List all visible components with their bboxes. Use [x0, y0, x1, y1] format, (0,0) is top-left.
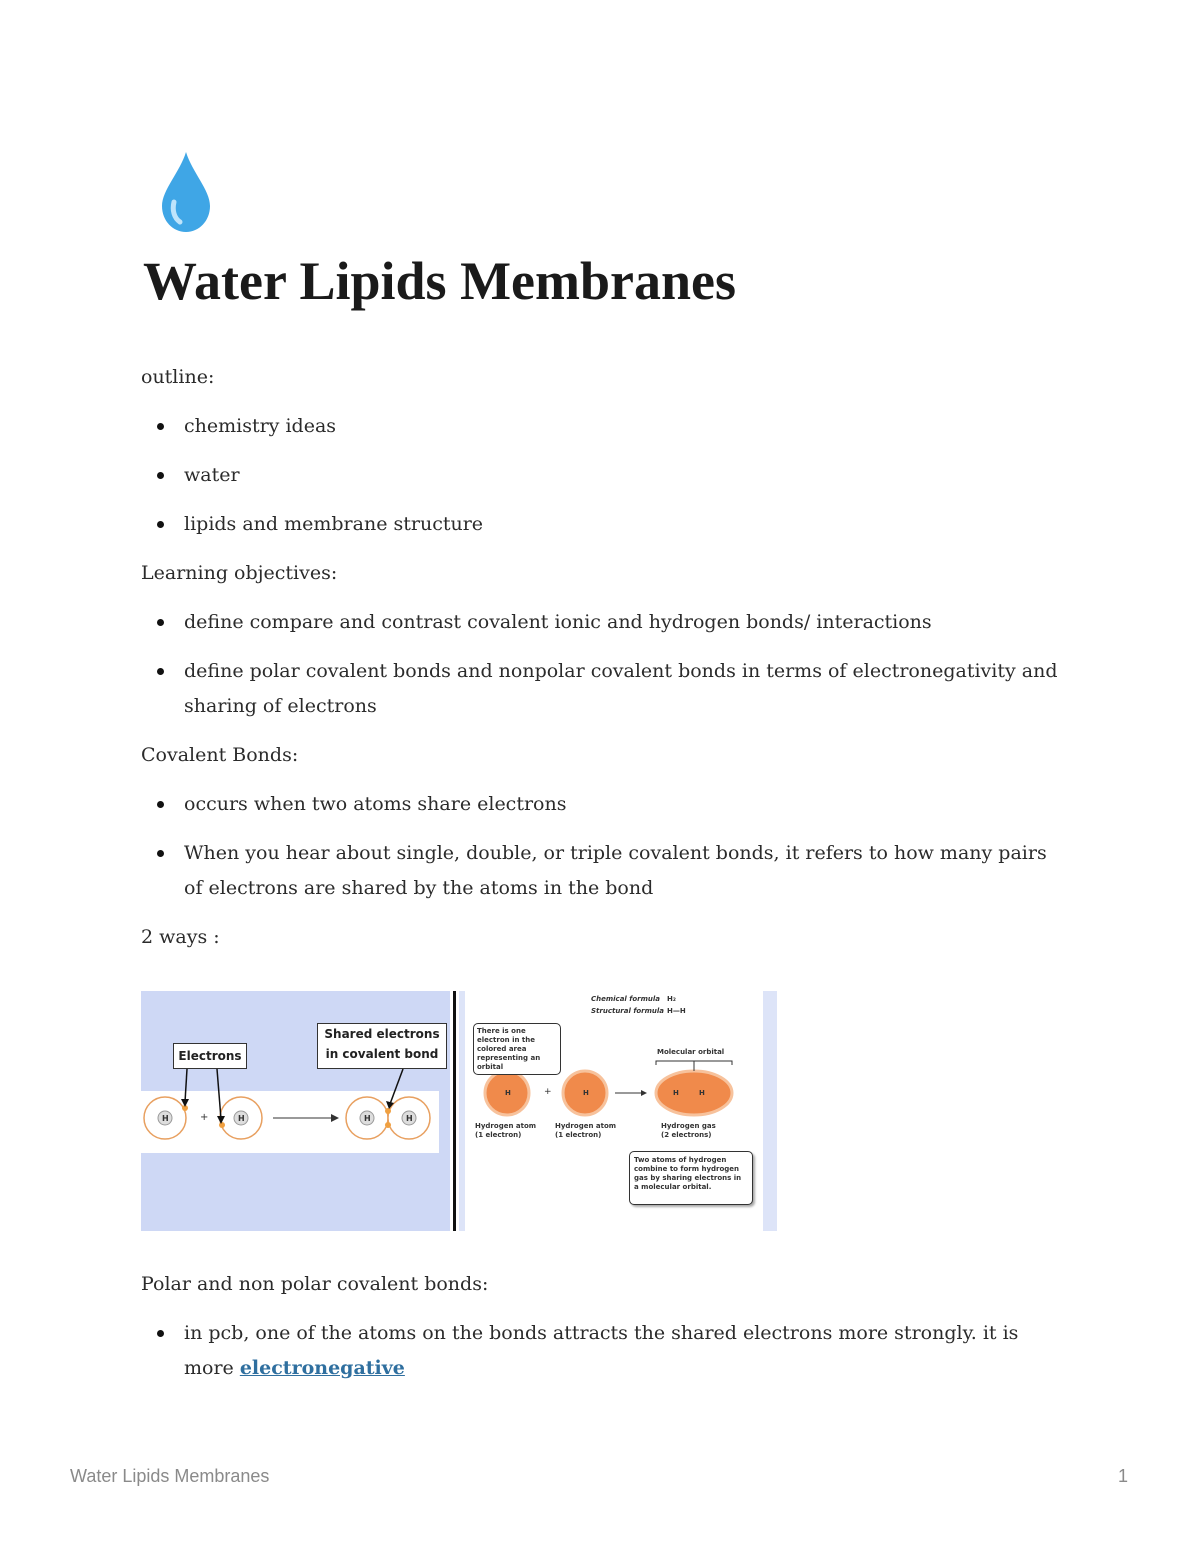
figure-divider	[453, 991, 456, 1231]
chemical-formula-label: Chemical formula	[591, 995, 660, 1003]
electrons-label: Electrons	[173, 1043, 247, 1069]
list-item: occurs when two atoms share electrons	[141, 787, 1061, 822]
electronegative-link[interactable]: electronegative	[239, 1357, 405, 1379]
atom-label: H	[238, 1114, 245, 1123]
gas-caption: (2 electrons)	[661, 1131, 712, 1139]
list-item: in pcb, one of the atoms on the bonds attracts the shared electrons more strongly. it is more electronegative	[141, 1316, 1061, 1386]
atom-caption: (1 electron)	[555, 1131, 602, 1139]
covalent-list	[141, 787, 1061, 906]
atom-label: H	[162, 1114, 169, 1123]
list-item: lipids and membrane structure	[141, 507, 1061, 542]
bullet-icon	[157, 472, 164, 479]
outline-heading: outline:	[141, 366, 215, 388]
list-item: water	[141, 458, 1061, 493]
polar-list	[141, 1316, 1061, 1386]
figure-left-panel	[141, 991, 450, 1231]
objectives-heading: Learning objectives:	[141, 562, 338, 584]
atom-label: H	[699, 1089, 705, 1097]
figure-right-panel	[459, 991, 777, 1231]
list-item: chemistry ideas	[141, 409, 1061, 444]
atom-label: H	[364, 1114, 371, 1123]
list-item: define compare and contrast covalent ionic and hydrogen bonds/ interactions	[141, 605, 1061, 640]
bullet-icon	[157, 423, 164, 430]
hydrogen-gas-callout: Two atoms of hydrogen combine to form hydrogen gas by sharing electrons in a molecular orbital.	[629, 1151, 753, 1205]
structural-formula-value: H—H	[667, 1007, 686, 1015]
page-title: Water Lipids Membranes	[143, 251, 736, 311]
atom-caption: Hydrogen atom	[555, 1122, 617, 1130]
shared-electrons-label: Shared electrons in covalent bond	[317, 1023, 447, 1069]
covalent-heading: Covalent Bonds:	[141, 744, 299, 766]
polar-heading: Polar and non polar covalent bonds:	[141, 1273, 489, 1295]
plus-sign: +	[544, 1087, 552, 1097]
list-item: define polar covalent bonds and nonpolar covalent bonds in terms of electronegativity and sharing of electrons	[141, 654, 1061, 724]
atom-caption: (1 electron)	[475, 1131, 522, 1139]
atom-label: H	[673, 1089, 679, 1097]
bullet-icon	[157, 619, 164, 626]
bullet-icon	[157, 1330, 164, 1337]
bullet-icon	[157, 850, 164, 857]
page-number: 1	[1117, 1466, 1128, 1486]
atom-label: H	[505, 1089, 511, 1097]
list-item: When you hear about single, double, or triple covalent bonds, it refers to how many pairs of electrons are shared by the atoms in the bond	[141, 836, 1061, 906]
ways-heading: 2 ways :	[141, 926, 220, 948]
objectives-list	[141, 605, 1061, 724]
structural-formula-label: Structural formula	[591, 1007, 665, 1015]
atom-label: H	[406, 1114, 413, 1123]
atom-caption: Hydrogen atom	[475, 1122, 537, 1130]
outline-list	[141, 409, 1061, 542]
document-body	[141, 360, 1061, 1400]
gas-caption: Hydrogen gas	[661, 1122, 716, 1130]
chemical-formula-value: H₂	[667, 995, 676, 1003]
water-drop-icon	[158, 150, 214, 234]
bullet-icon	[157, 668, 164, 675]
footer-title: Water Lipids Membranes	[70, 1466, 270, 1486]
plus-sign: +	[200, 1112, 209, 1123]
atom-label: H	[583, 1089, 589, 1097]
orbital-callout: There is one electron in the colored area representing an orbital	[473, 1023, 561, 1075]
bullet-icon	[157, 801, 164, 808]
covalent-bond-figure	[141, 991, 777, 1231]
molecular-orbital-label: Molecular orbital	[657, 1048, 725, 1056]
bullet-icon	[157, 521, 164, 528]
